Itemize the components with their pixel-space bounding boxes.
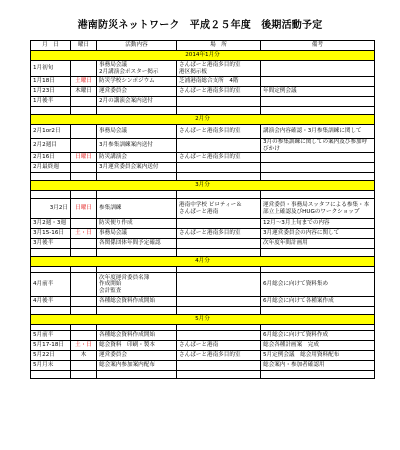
date-cell: [31, 371, 71, 379]
date-cell: 2月16日: [31, 153, 71, 163]
table-row: [31, 239, 375, 249]
date-cell: 3月2日: [31, 199, 71, 219]
table-row: [31, 361, 375, 371]
place-cell: [177, 297, 261, 307]
table-row: [31, 297, 375, 307]
activity-cell: [97, 107, 177, 115]
date-cell: 1月初旬: [31, 61, 71, 77]
note-cell: [261, 307, 375, 315]
place-cell: [177, 173, 261, 181]
day-cell: [71, 139, 97, 153]
table-row: [31, 107, 375, 115]
date-cell: 3月2週・3週: [31, 219, 71, 229]
date-cell: 5月月末: [31, 361, 71, 371]
section-header: [31, 315, 375, 325]
table-row: [31, 87, 375, 97]
note-cell: [261, 249, 375, 257]
header-notes: 備考: [261, 41, 375, 51]
date-cell: 4月後半: [31, 297, 71, 307]
place-cell: [177, 219, 261, 229]
page-title: 港南防災ネットワーク 平成２５年度 後期活動予定: [77, 20, 323, 31]
day-cell: [71, 191, 97, 199]
day-cell: 土曜日: [71, 77, 97, 87]
activity-cell: 2月の講演会案内送付: [97, 97, 177, 107]
activity-cell: 次年度運営委員名簿 作成開始 会計監査: [97, 273, 177, 297]
note-cell: 6月総会に向けて資料作成: [261, 331, 375, 341]
day-cell: 木曜日: [71, 87, 97, 97]
day-cell: [71, 273, 97, 297]
table-row: [31, 139, 375, 153]
place-cell: [177, 273, 261, 297]
table-row: [31, 331, 375, 341]
table-row: [31, 341, 375, 351]
day-cell: 日曜日: [71, 153, 97, 163]
date-cell: 3月15-16日: [31, 229, 71, 239]
activity-cell: 事務局会議: [97, 125, 177, 139]
note-cell: 講演会内容確認・3月参集訓練に関して: [261, 125, 375, 139]
place-cell: さんぱーと港南多目的室: [177, 229, 261, 239]
table-row: [31, 163, 375, 173]
activity-cell: 運営委員会: [97, 87, 177, 97]
activity-cell: 各種総会資料作成開始: [97, 297, 177, 307]
section-header: [31, 257, 375, 267]
note-cell: [261, 77, 375, 87]
note-cell: 次年度年間計画用: [261, 239, 375, 249]
table-row: [31, 351, 375, 361]
place-cell: さんぱーと港南多目的室: [177, 153, 261, 163]
day-cell: [71, 331, 97, 341]
section-label: 5月分: [31, 315, 375, 325]
day-cell: 土・日: [71, 341, 97, 351]
day-cell: [71, 361, 97, 371]
activity-cell: [97, 191, 177, 199]
header-date: 月 日: [31, 41, 71, 51]
section-header: [31, 115, 375, 125]
table-row: [31, 125, 375, 139]
activity-cell: [97, 173, 177, 181]
table-row: [31, 173, 375, 181]
activity-cell: 総会案内参加案内配布: [97, 361, 177, 371]
table-row: [31, 153, 375, 163]
place-cell: 港南中学校 ピロティー＆ さんぱーと港南: [177, 199, 261, 219]
activity-cell: 事務局会議 2月講演会ポスター掲示: [97, 61, 177, 77]
place-cell: [177, 371, 261, 379]
place-cell: [177, 307, 261, 315]
date-cell: 3月後半: [31, 239, 71, 249]
place-cell: さんぱーと港南多目的室: [177, 125, 261, 139]
date-cell: 2月2週目: [31, 139, 71, 153]
place-cell: [177, 191, 261, 199]
place-cell: さんぱーと港南: [177, 341, 261, 351]
activity-cell: [97, 371, 177, 379]
date-cell: 5月前半: [31, 331, 71, 341]
activity-cell: 3月参集訓練案内送付: [97, 139, 177, 153]
header-day: 曜日: [71, 41, 97, 51]
place-cell: さんぱーと港南多目的室 港区掲示板: [177, 61, 261, 77]
place-cell: [177, 97, 261, 107]
note-cell: [261, 371, 375, 379]
table-row: [31, 371, 375, 379]
note-cell: [261, 107, 375, 115]
place-cell: さんぱーと港南多目的室: [177, 87, 261, 97]
day-cell: 木: [71, 351, 97, 361]
section-label: 2014年1月分: [31, 51, 375, 61]
header-row: [31, 41, 375, 51]
activity-cell: 事務局会議: [97, 229, 177, 239]
schedule-table: [30, 40, 375, 379]
note-cell: [261, 163, 375, 173]
section-header: [31, 181, 375, 191]
note-cell: 6月総会に向けて資料集め: [261, 273, 375, 297]
table-row: [31, 199, 375, 219]
activity-cell: 総会資料 印刷・製本: [97, 341, 177, 351]
activity-cell: 防災学校シンポジウム: [97, 77, 177, 87]
note-cell: [261, 173, 375, 181]
day-cell: [71, 249, 97, 257]
activity-cell: 防災講演会: [97, 153, 177, 163]
table-row: [31, 97, 375, 107]
place-cell: [177, 331, 261, 341]
day-cell: [71, 163, 97, 173]
header-place: 場 所: [177, 41, 261, 51]
table-row: [31, 77, 375, 87]
day-cell: [71, 219, 97, 229]
day-cell: [71, 61, 97, 77]
table-row: [31, 229, 375, 239]
date-cell: 5月22日: [31, 351, 71, 361]
section-label: 4月分: [31, 257, 375, 267]
date-cell: 1月18日: [31, 77, 71, 87]
section-label: 2月分: [31, 115, 375, 125]
date-cell: [31, 191, 71, 199]
table-row: [31, 219, 375, 229]
place-cell: [177, 361, 261, 371]
activity-cell: [97, 249, 177, 257]
note-cell: 総会案内・参加者確認用: [261, 361, 375, 371]
date-cell: [31, 307, 71, 315]
day-cell: [71, 371, 97, 379]
note-cell: [261, 61, 375, 77]
note-cell: 5月定例会議 総会用資料配布: [261, 351, 375, 361]
note-cell: 3月の参集訓練に関しての案内及び参加呼びかけ: [261, 139, 375, 153]
day-cell: [71, 97, 97, 107]
date-cell: 1月後半: [31, 97, 71, 107]
day-cell: [71, 307, 97, 315]
header-activity: 活動内容: [97, 41, 177, 51]
day-cell: [71, 297, 97, 307]
place-cell: [177, 139, 261, 153]
place-cell: さんぱーと港南多目的室: [177, 351, 261, 361]
date-cell: 2月1or2日: [31, 125, 71, 139]
place-cell: 芝浦港南総合支所 4階: [177, 77, 261, 87]
table-row: [31, 191, 375, 199]
date-cell: 5月17-18日: [31, 341, 71, 351]
note-cell: 運営委員・事務局スッタフによる参集・本部立上確認及びHUGのワークショップ: [261, 199, 375, 219]
date-cell: 4月前半: [31, 273, 71, 297]
note-cell: 総会各種計画案 完成: [261, 341, 375, 351]
note-cell: [261, 153, 375, 163]
table-row: [31, 307, 375, 315]
place-cell: [177, 249, 261, 257]
place-cell: [177, 239, 261, 249]
date-cell: [31, 107, 71, 115]
table-row: [31, 249, 375, 257]
note-cell: 3月運営委員会の内容に関して: [261, 229, 375, 239]
activity-cell: 3月運営委員会案内送付: [97, 163, 177, 173]
day-cell: [71, 107, 97, 115]
activity-cell: 各関係団体年間予定確認: [97, 239, 177, 249]
day-cell: [71, 125, 97, 139]
activity-cell: 各種総会資料作成開始: [97, 331, 177, 341]
note-cell: [261, 97, 375, 107]
note-cell: 年間定例会議: [261, 87, 375, 97]
note-cell: 12月～3月上旬までの内容: [261, 219, 375, 229]
day-cell: [71, 173, 97, 181]
date-cell: 1月23日: [31, 87, 71, 97]
note-cell: [261, 191, 375, 199]
day-cell: [71, 239, 97, 249]
activity-cell: 運営委員会: [97, 351, 177, 361]
day-cell: 日曜日: [71, 199, 97, 219]
date-cell: [31, 173, 71, 181]
date-cell: [31, 249, 71, 257]
section-header: [31, 51, 375, 61]
table-row: [31, 273, 375, 297]
section-label: 3月分: [31, 181, 375, 191]
place-cell: [177, 163, 261, 173]
table-row: [31, 61, 375, 77]
note-cell: 6月総会に向けて各種案作成: [261, 297, 375, 307]
date-cell: 2月最終週: [31, 163, 71, 173]
activity-cell: 防災便り作成: [97, 219, 177, 229]
day-cell: 土・日: [71, 229, 97, 239]
place-cell: [177, 107, 261, 115]
activity-cell: [97, 307, 177, 315]
activity-cell: 参集訓練: [97, 199, 177, 219]
